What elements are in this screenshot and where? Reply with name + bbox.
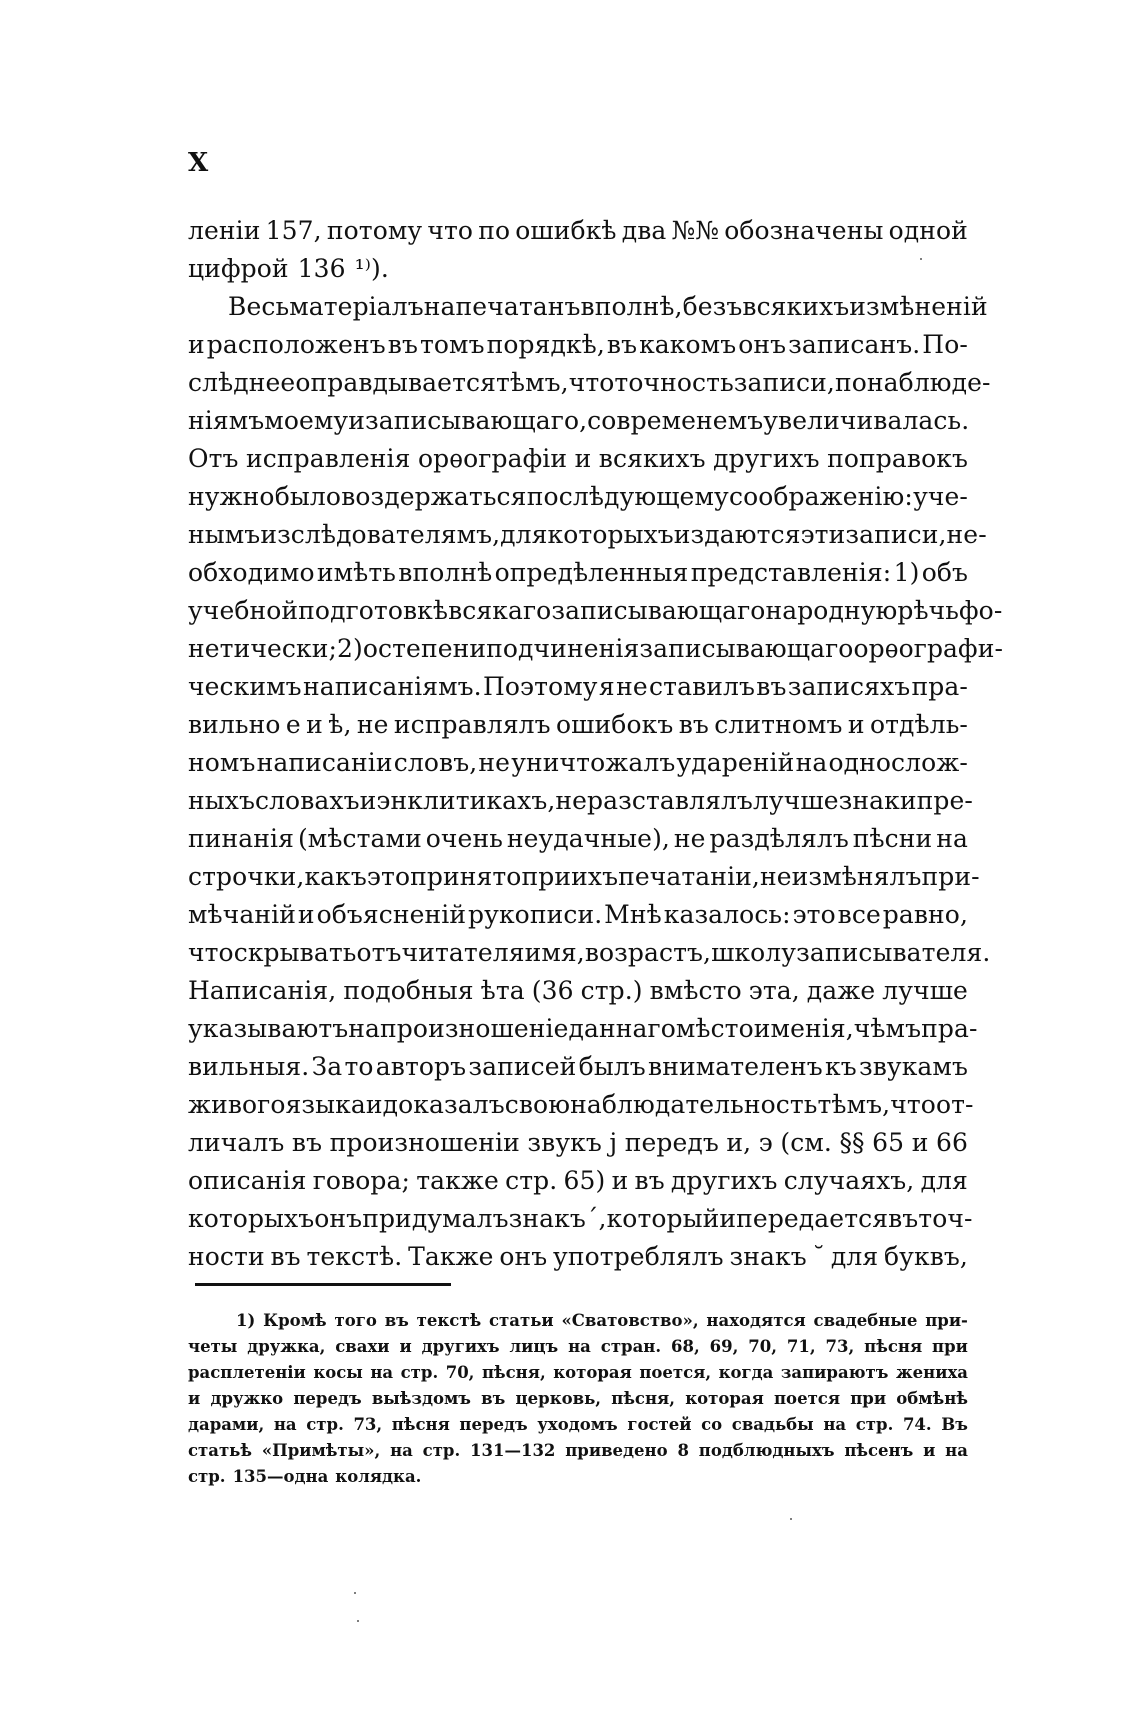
text-line: указываютъ на произношеніе даннаго мѣстоименія, чѣмъ пра- (188, 1014, 978, 1043)
text-line: Написанія, подобныя ѣта (36 стр.) вмѣсто эта, даже лучше (188, 976, 968, 1005)
footnote-line: и дружко передъ выѣздомъ въ церковь, пѣсня, которая поется при обмѣнѣ (188, 1389, 968, 1408)
footnote-line: статьѣ «Примѣты», на стр. 131—132 приведено 8 подблюдныхъ пѣсенъ и на (188, 1441, 968, 1460)
text-line: цифрой 136 ¹⁾). (188, 254, 389, 283)
text-line: вильно е и ѣ, не исправлялъ ошибокъ въ слитномъ и отдѣль- (188, 710, 968, 739)
text-line: вильныя. За то авторъ записей былъ внимателенъ къ звукамъ (188, 1052, 968, 1081)
text-line: что скрывать отъ читателя имя, возрастъ, школу записывателя. (188, 938, 991, 967)
text-line: ческимъ написаніямъ. Поэтому я не ставилъ въ записяхъ пра- (188, 672, 968, 701)
footnote-divider (195, 1283, 451, 1286)
text-line: пинанія (мѣстами очень неудачные), не раздѣлялъ пѣсни на (188, 824, 968, 853)
footnote-line: расплетеніи косы на стр. 70, пѣсня, которая поется, когда запираютъ жениха (188, 1363, 968, 1382)
footnote-line: четы дружка, свахи и другихъ лицъ на стран. 68, 69, 70, 71, 73, пѣсня при (188, 1337, 968, 1356)
footnote-line: 1) Кромѣ того въ текстѣ статьи «Сватовство», находятся свадебные при- (236, 1311, 968, 1330)
text-line: которыхъ онъ придумалъ знакъ ´, который и передается въ точ- (188, 1204, 973, 1233)
footnote (188, 1308, 968, 1490)
text-line: номъ написаніи словъ, не уничтожалъ удареній на однослож- (188, 748, 968, 777)
text-line: леніи 157, потому что по ошибкѣ два №№ обозначены одной (188, 216, 968, 245)
text-line: ніямъ моему и записывающаго, со временемъ увеличивалась. (188, 406, 970, 435)
text-line: нужно было воздержаться по слѣдующему соображенію: уче- (188, 482, 968, 511)
text-line: живого языка и доказалъ свою наблюдательность тѣмъ, что от- (188, 1090, 974, 1119)
text-line: мѣчаній и объясненій рукописи. Мнѣ казалось: это все равно, (188, 900, 968, 929)
text-line: Отъ исправленія орѳографіи и всякихъ другихъ поправокъ (188, 444, 968, 473)
footnote-line: дарами, на стр. 73, пѣсня передъ уходомъ гостей со свадьбы на стр. 74. Въ (188, 1415, 968, 1434)
text-line: нетически; 2) о степени подчиненія записывающаго орѳографи- (188, 634, 1004, 663)
text-line: личалъ въ произношеніи звукъ j передъ и, э (см. §§ 65 и 66 (188, 1128, 968, 1157)
text-line: нымъ изслѣдователямъ, для которыхъ издаются эти записи, не- (188, 520, 987, 549)
text-line: слѣднее оправдывается тѣмъ, что точность записи, по наблюде- (188, 368, 991, 397)
paper-speck (920, 258, 922, 260)
footnote-line: стр. 135—одна колядка. (188, 1467, 422, 1486)
text-line: обходимо имѣть вполнѣ опредѣленныя представленія: 1) объ (188, 558, 968, 587)
text-line: ности въ текстѣ. Также онъ употреблялъ знакъ ˘ для буквъ, (188, 1242, 968, 1271)
text-line: и расположенъ въ томъ порядкѣ, въ какомъ онъ записанъ. По- (188, 330, 968, 359)
main-text (188, 212, 1004, 1276)
paper-speck (357, 1620, 359, 1622)
text-line: строчки, какъ это принято при ихъ печатаніи, не измѣнялъ при- (188, 862, 980, 891)
text-line: учебной подготовкѣ всякаго записывающаго народную рѣчь фо- (188, 596, 1003, 625)
page-number: X (188, 148, 209, 178)
text-line: ныхъ словахъ и энклитикахъ, не разставлялъ лучше знаки пре- (188, 786, 973, 815)
paper-speck (790, 1518, 792, 1520)
text-line: описанія говора; также стр. 65) и въ другихъ случаяхъ, для (188, 1166, 968, 1195)
paper-speck (354, 1592, 356, 1594)
text-line: Весь матеріалъ напечатанъ вполнѣ, безъ всякихъ измѣненій (228, 292, 988, 321)
